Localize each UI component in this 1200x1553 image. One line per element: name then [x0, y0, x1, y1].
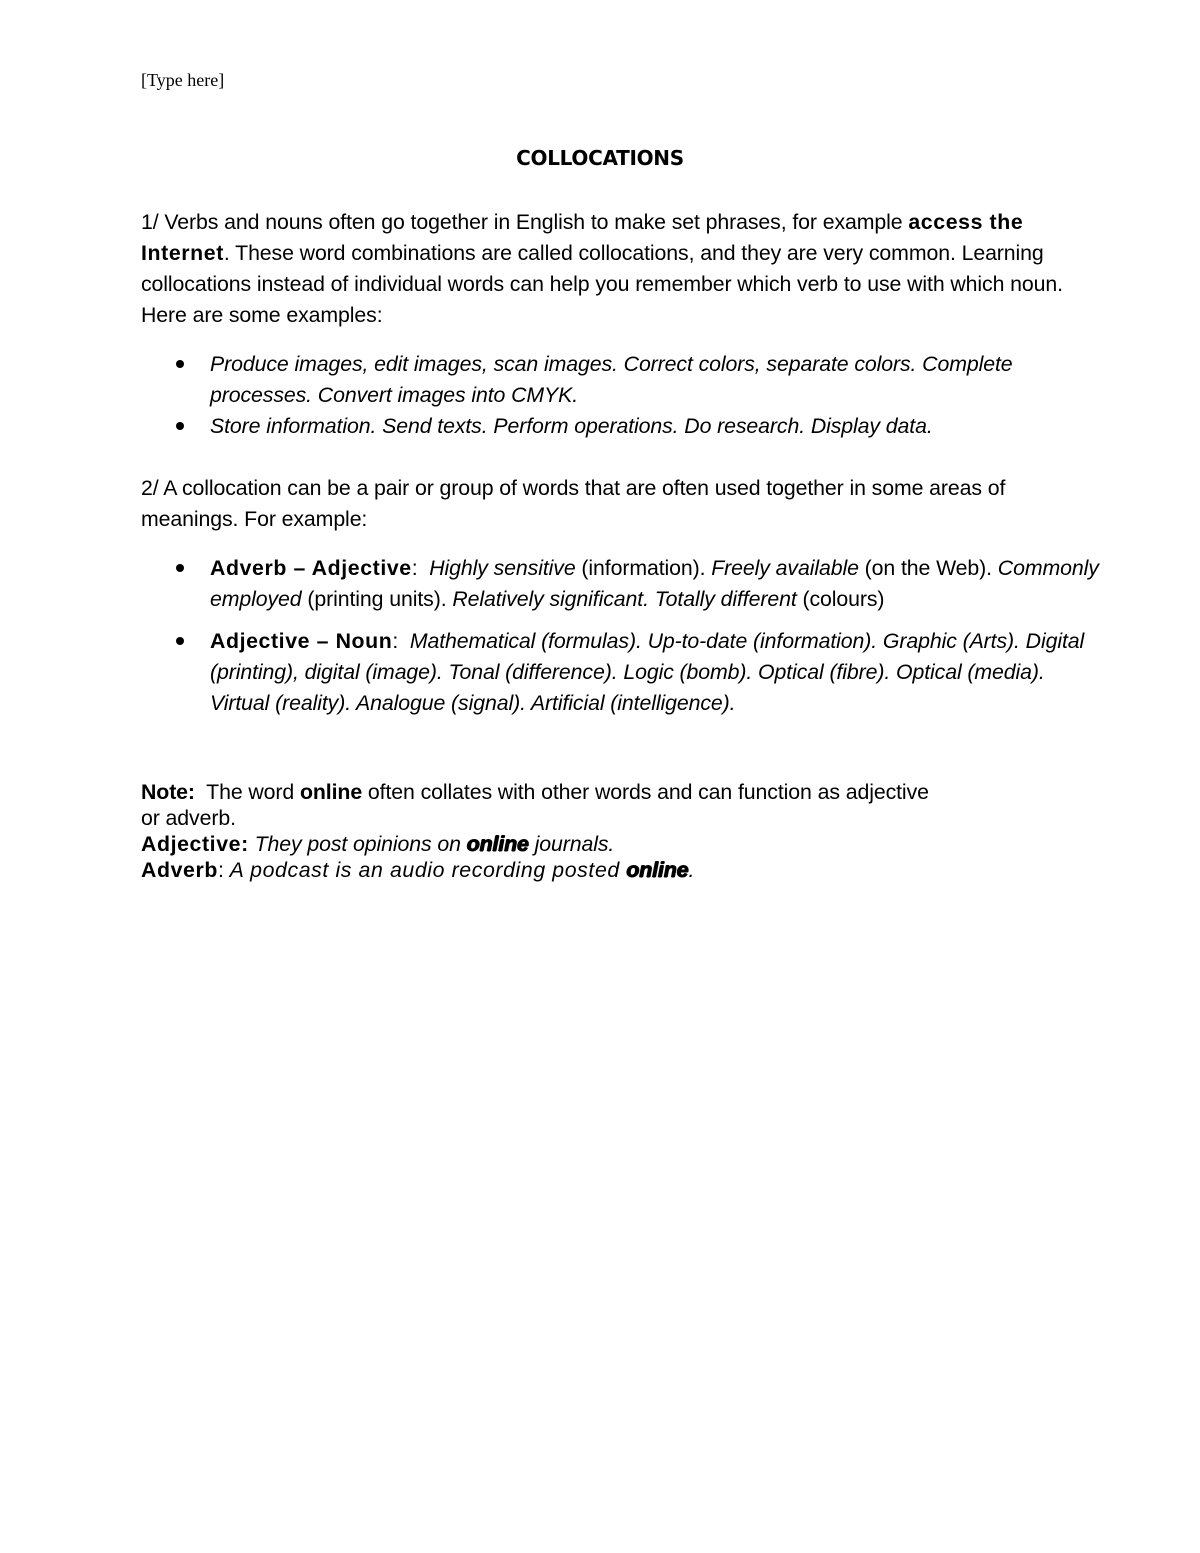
- adverb-example-text: .: [688, 858, 695, 882]
- paragraph-2: 2/ A collocation can be a pair or group of words that are often used together in some areas of meanings. For example:: [141, 476, 1006, 531]
- paragraph-1: [141, 207, 1101, 331]
- note-text: The word: [194, 780, 300, 804]
- adverb-example-line: [141, 857, 1101, 883]
- adjective-noun-label: Adjective – Noun: [210, 629, 393, 653]
- adverb-example-text: A podcast is an audio recording posted: [229, 858, 627, 882]
- paragraph-1-intro: 1/ Verbs and nouns often go together in English to make set phrases, for example: [141, 210, 909, 234]
- example-context: (printing units).: [301, 587, 453, 611]
- example-context: (on the Web).: [858, 556, 998, 580]
- list-item: [141, 349, 1101, 411]
- list-item: [141, 626, 1101, 719]
- note-block: [141, 779, 1101, 883]
- bold-example-phrase: access the Internet: [141, 210, 1024, 265]
- bullet-icon: [176, 564, 184, 572]
- example-phrases: Mathematical (formulas). Up-to-date (information). Graphic (Arts). Digital (printing), digital (image). Tonal (difference). Logic (bomb). Optical (fibre). Optical (media). Virtual (reality). Analogue (signal). Artificial (intelligence).: [210, 629, 1085, 715]
- list-item: [141, 553, 1101, 615]
- list-item-text: Store information. Send texts. Perform operations. Do research. Display data.: [210, 414, 933, 438]
- note-keyword: online: [299, 780, 363, 804]
- list-item-text: Produce images, edit images, scan images. Correct colors, separate colors. Complete processes. Convert images into CMYK.: [210, 352, 1013, 407]
- adjective-example-keyword: online: [466, 832, 529, 856]
- example-context: (information).: [575, 556, 712, 580]
- adjective-example-text: They post opinions on: [248, 832, 467, 856]
- label-colon: :: [392, 629, 410, 653]
- note-line: [141, 779, 1101, 805]
- note-text: often collates with other words and can function as adjective: [362, 780, 929, 804]
- list-item: [141, 411, 1101, 442]
- adverb-colon: :: [217, 858, 230, 882]
- adverb-adjective-label: Adverb – Adjective: [210, 556, 412, 580]
- example-phrase: Commonly employed: [210, 556, 1099, 611]
- paragraph-1-continuation: . These word combinations are called collocations, and they are very common. Learning collocations instead of individual words can help you remember which verb to use with which noun. Here are some examples:: [141, 241, 1063, 327]
- example-context: (colours): [796, 587, 885, 611]
- document-title: COLLOCATIONS: [516, 146, 684, 170]
- bullet-icon: [176, 422, 184, 430]
- example-phrase: Highly sensitive: [429, 556, 576, 580]
- adjective-example-line: [141, 831, 1101, 857]
- example-list-1: [141, 349, 1101, 442]
- adverb-label: Adverb: [141, 858, 218, 882]
- adjective-example-text: journals.: [528, 832, 615, 856]
- header-placeholder: [Type here]: [141, 70, 225, 90]
- label-colon: :: [411, 556, 430, 580]
- example-phrase: Freely available: [711, 556, 859, 580]
- adverb-example-keyword: online: [626, 858, 689, 882]
- example-phrase: Relatively significant. Totally different: [452, 587, 797, 611]
- note-line-2: or adverb.: [141, 806, 236, 830]
- example-list-2: [141, 553, 1101, 719]
- adjective-label: Adjective:: [141, 832, 249, 856]
- bullet-icon: [176, 637, 184, 645]
- bullet-icon: [176, 360, 184, 368]
- note-label: Note:: [141, 780, 195, 804]
